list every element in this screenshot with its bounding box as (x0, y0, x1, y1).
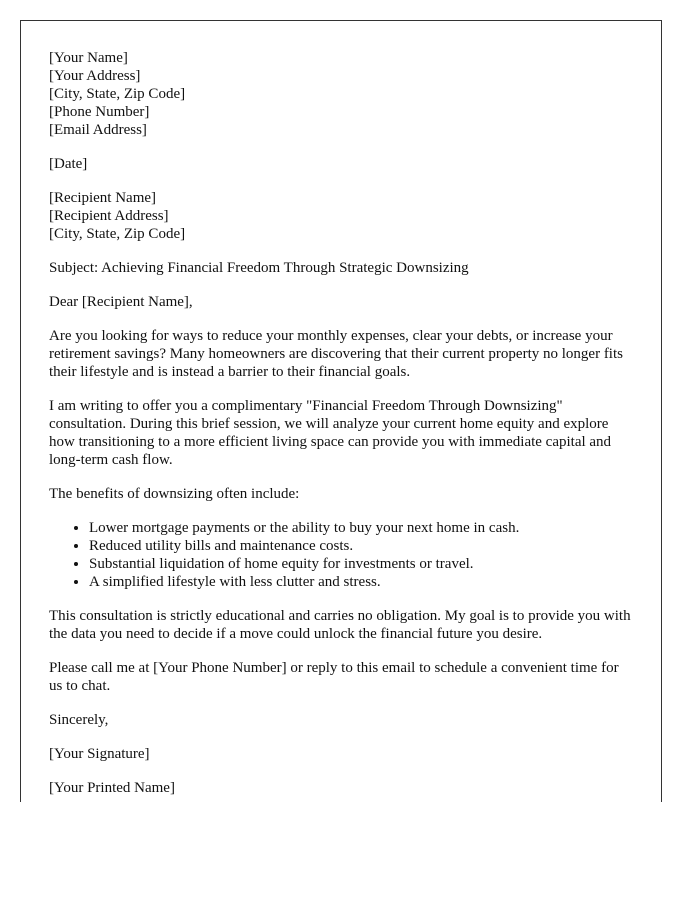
sender-name: [Your Name] (49, 50, 128, 66)
sender-email: [Email Address] (49, 122, 147, 138)
recipient-block (49, 189, 634, 243)
list-item: • Substantial liquidation of home equity for investments or travel. (89, 555, 634, 573)
signature: [Your Signature] (49, 746, 150, 762)
valediction: Sincerely, (49, 712, 109, 728)
sender-block (49, 49, 634, 139)
recipient-city: [City, State, Zip Code] (49, 226, 186, 242)
body-paragraph: Are you looking for ways to reduce your monthly expenses, clear your debts, or increase your retirement savings? Many homeowners are discovering that their current property no longer fits their lifestyle and is instead a barrier to their financial goals. (49, 328, 623, 380)
benefits-list (49, 519, 634, 591)
body-paragraph: I am writing to offer you a complimentary "Financial Freedom Through Downsizing" consultation. During this brief session, we will analyze your current home equity and explore how transitioning to a more efficient living space can provide you with immediate capital and long-term cash flow. (49, 398, 612, 468)
sender-address: [Your Address] (49, 68, 141, 84)
recipient-address: [Recipient Address] (49, 208, 169, 224)
salutation: Dear [Recipient Name], (49, 294, 193, 310)
list-item: • Lower mortgage payments or the ability to buy your next home in cash. (89, 519, 634, 537)
printed-name: [Your Printed Name] (49, 780, 175, 796)
sender-city: [City, State, Zip Code] (49, 86, 186, 102)
letter-page (20, 20, 662, 802)
list-item: • Reduced utility bills and maintenance costs. (89, 537, 634, 555)
list-item: • A simplified lifestyle with less clutter and stress. (89, 573, 634, 591)
recipient-name: [Recipient Name] (49, 190, 157, 206)
subject-line: Subject: Achieving Financial Freedom Through Strategic Downsizing (49, 260, 469, 276)
date: [Date] (49, 156, 88, 172)
body-paragraph: This consultation is strictly educational and carries no obligation. My goal is to provide you with the data you need to decide if a move could unlock the financial future you desire. (49, 608, 631, 642)
sender-phone: [Phone Number] (49, 104, 150, 120)
body-paragraph: The benefits of downsizing often include: (49, 486, 300, 502)
body-paragraph: Please call me at [Your Phone Number] or reply to this email to schedule a convenient time for us to chat. (49, 660, 619, 694)
